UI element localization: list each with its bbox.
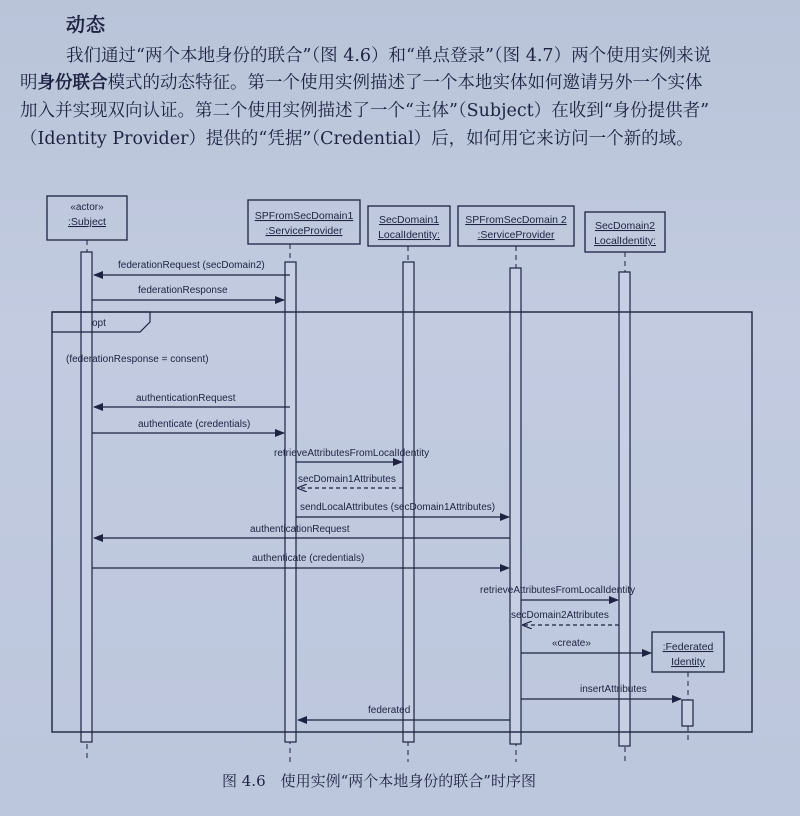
figure-caption: 图 4.6 使用实例“两个本地身份的联合”时序图 <box>222 772 536 790</box>
message-label-2: federationResponse <box>138 285 228 296</box>
opt-guard: (federationResponse = consent) <box>66 354 209 365</box>
message-label-3: authenticationRequest <box>136 393 236 404</box>
opt-fragment <box>52 312 752 732</box>
lifeline-sp2-line1: SPFromSecDomain 2 <box>465 214 567 226</box>
lifeline-sp1-line2: :ServiceProvider <box>265 225 343 237</box>
message-label-13: insertAttributes <box>580 684 647 695</box>
message-label-9: authenticate (credentials) <box>252 553 365 564</box>
message-label-5: retrieveAttributesFromLocalIdentity <box>274 448 430 459</box>
lifeline-sp2-line2: :ServiceProvider <box>477 229 555 241</box>
activation-sp1 <box>285 262 296 742</box>
lifeline-local2-line2: LocalIdentity: <box>594 235 656 247</box>
paragraph-keyword: 身份联合 <box>37 73 108 93</box>
message-label-11: secDomain2Attributes <box>511 610 609 621</box>
message-label-14: federated <box>368 705 411 716</box>
message-label-4: authenticate (credentials) <box>138 419 251 430</box>
paragraph-line-2-post: 模式的动态特征。第一个使用实例描述了一个本地实体如何邀请另外一个实体 <box>107 73 703 93</box>
lifeline-subject-stereotype: «actor» <box>70 202 104 213</box>
activation-created <box>682 700 693 726</box>
lifeline-sp1-line1: SPFromSecDomain1 <box>254 210 354 222</box>
activation-subject <box>81 252 92 742</box>
message-label-8: authenticationRequest <box>250 524 350 535</box>
message-label-6: secDomain1Attributes <box>298 474 396 485</box>
activation-local2 <box>619 272 630 746</box>
paragraph-line-4: （Identity Provider）提供的“凭据”（Credential）后，如何用它来访问一个新的域。 <box>20 129 694 149</box>
lifeline-subject-name: :Subject <box>68 216 106 228</box>
paragraph-line-1: 我们通过“两个本地身份的联合”（图 4.6）和“单点登录”（图 4.7）两个使用实例来说 <box>66 46 712 66</box>
message-label-7: sendLocalAttributes (secDomain1Attributes) <box>300 502 496 513</box>
message-label-1: federationRequest (secDomain2) <box>118 260 265 271</box>
lifeline-local2-line1: SecDomain2 <box>594 220 656 232</box>
opt-operator: opt <box>92 318 106 329</box>
lifeline-local1-line2: LocalIdentity: <box>378 229 440 241</box>
created-object-line1: :Federated <box>662 641 714 653</box>
lifeline-local1-line1: SecDomain1 <box>378 214 440 226</box>
created-object-line2: Identity <box>671 656 705 668</box>
activation-sp2 <box>510 268 521 744</box>
lifeline-head-sp1 <box>248 200 360 244</box>
section-heading: 动态 <box>66 14 107 36</box>
message-label-10: retrieveAttributesFromLocalIdentity <box>480 585 636 596</box>
message-label-12: «create» <box>552 638 591 649</box>
paragraph-line-3: 加入并实现双向认证。第二个使用实例描述了一个“主体”（Subject）在收到“身份提供者” <box>20 101 710 121</box>
paragraph-line-2-pre: 明 <box>20 73 38 93</box>
